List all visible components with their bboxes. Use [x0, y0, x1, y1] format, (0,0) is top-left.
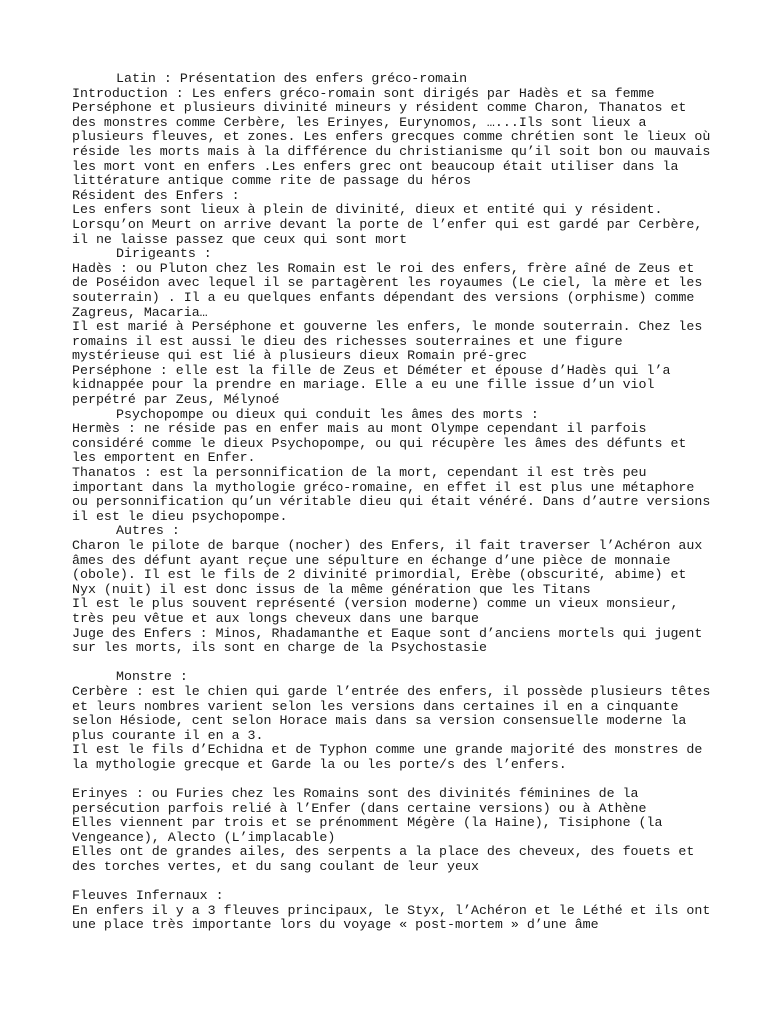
- blank-line: [72, 773, 712, 788]
- document-page: [72, 72, 712, 933]
- paragraph: Charon le pilote de barque (nocher) des Enfers, il fait traverser l’Achéron aux âmes des défunt ayant reçue une sépulture en échange d’une pièce de monnaie (obole). Il est le fils de 2 divinité primordial, Erèbe (obscurité, abime) et Nyx (nuit) il est donc issus de la même génération que les Titans: [72, 538, 703, 597]
- paragraph: Il est le plus souvent représenté (version moderne) comme un vieux monsieur, très peu vêtue et aux longs cheveux dans une barque: [72, 596, 679, 626]
- paragraph: Il est le fils d’Echidna et de Typhon comme une grande majorité des monstres de la mythologie grecque et Garde la ou les porte/s des l’enfers.: [72, 742, 703, 772]
- section-heading: Psychopompe ou dieux qui conduit les âmes des morts :: [116, 406, 539, 422]
- paragraph: Hadès : ou Pluton chez les Romain est le roi des enfers, frère aîné de Zeus et de Poséidon avec lequel il se partagèrent les royaumes (Le ciel, la mère et les souterrain) . Il a eu quelques enfants dépendant des versions (orphisme) comme Zagreus, Macaria…: [72, 260, 703, 320]
- paragraph: Résident des Enfers :: [72, 187, 240, 203]
- paragraph: Elles ont de grandes ailes, des serpents a la place des cheveux, des fouets et des torches vertes, et du sang coulant de leur yeux: [72, 844, 695, 875]
- section-heading: Dirigeants :: [116, 246, 212, 262]
- paragraph: Cerbère : est le chien qui garde l’entrée des enfers, il possède plusieurs têtes et leurs nombres varient selon les versions dans certaines il en a cinquante selon Hésiode, cent selon Horace mais dans sa version consensuelle moderne la plus courante il en a 3.: [72, 683, 711, 743]
- paragraph: Juge des Enfers : Minos, Rhadamanthe et Eaque sont d’anciens mortels qui jugent sur les morts, ils sont en charge de la Psychostasie: [72, 625, 703, 656]
- paragraph: Hermès : ne réside pas en enfer mais au mont Olympe cependant il parfois considéré comme le dieux Psychopompe, ou qui récupère les âmes des défunts et les emportent en Enfer.: [72, 421, 687, 466]
- blank-line: [72, 875, 712, 890]
- paragraph: Introduction : Les enfers gréco-romain sont dirigés par Hadès et sa femme Perséphone et plusieurs divinité mineurs y résident comme Charon, Thanatos et des monstres comme Cerbère, les Erinyes, Eurynomos, …...Ils sont lieux a plusieurs fleuves, et zones. Les enfers grecques comme chrétien sont le lieux où réside les morts mais à la différence du christianisme qu’il soit bon ou mauvais les mort vont en enfers .Les enfers grec ont beaucoup était utiliser dans la littérature antique comme rite de passage du héros: [72, 85, 711, 189]
- paragraph: Perséphone : elle est la fille de Zeus et Déméter et épouse d’Hadès qui l’a kidnappée pour la prendre en mariage. Elle a eu une fille issue d’un viol perpétré par Zeus, Mélynoé: [72, 362, 671, 408]
- section-heading: Monstre :: [116, 669, 188, 685]
- paragraph: Thanatos : est la personnification de la mort, cependant il est très peu important dans la mythologie gréco-romaine, en effet il est plus une métaphore ou personnification qu’un véritable dieu qui était vénéré. Dans d’autre versions il est le dieu psychopompe.: [72, 465, 711, 524]
- paragraph: Elles viennent par trois et se prénomment Mégère (la Haine), Tisiphone (la Vengeance), Alecto (L’implacable): [72, 815, 663, 845]
- paragraph: Erinyes : ou Furies chez les Romains sont des divinités féminines de la persécution parfois relié à l’Enfer (dans certaine versions) ou à Athène: [72, 786, 647, 816]
- paragraph: Il est marié à Perséphone et gouverne les enfers, le monde souterrain. Chez les romains il est aussi le dieu des richesses souterraines et une figure mystérieuse qui est lié à plusieurs dieux Romain pré-grec: [72, 319, 703, 364]
- paragraph: En enfers il y a 3 fleuves principaux, le Styx, l’Achéron et le Léthé et ils ont une place très importante lors du voyage « post-mortem » d’une âme: [72, 902, 711, 933]
- paragraph: Fleuves Infernaux :: [72, 888, 224, 904]
- paragraph: Les enfers sont lieux à plein de divinité, dieux et entité qui y résident. Lorsqu’on Meurt on arrive devant la porte de l’enfer qui est gardé par Cerbère, il ne laisse passez que ceux qui sont mort: [72, 202, 703, 247]
- blank-line: [72, 656, 712, 671]
- section-heading: Latin : Présentation des enfers gréco-romain: [116, 71, 468, 86]
- section-heading: Autres :: [116, 523, 180, 539]
